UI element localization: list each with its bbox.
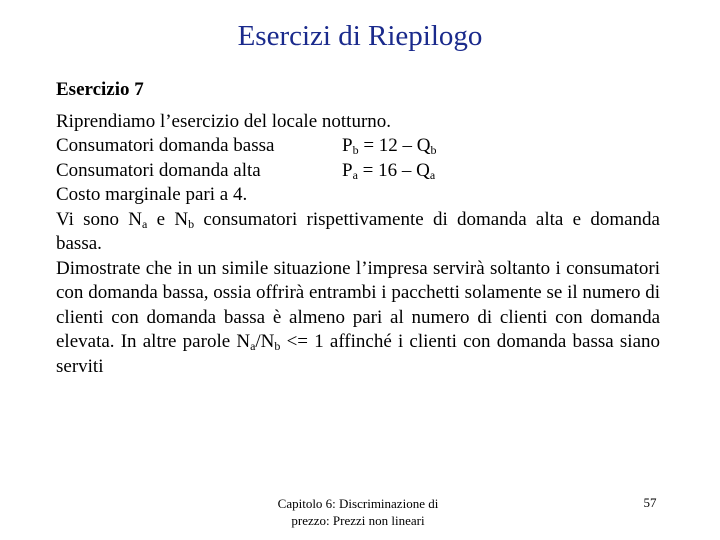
question-paragraph: Dimostrate che in un simile situazione l’impresa servirà soltanto i consumatori con domanda bassa, ossia offrirà entrambi i pacchetti solamente se il numero di clienti con domanda bassa è almeno pari al numero di clienti con domanda elevata. In altre parole $N_a/N_b <= 1$ affinché i clienti con domanda bassa siano serviti: [56, 257, 660, 377]
page-number: 57: [643, 495, 657, 510]
high-demand-equation: $P_a = 16 - Q_a$: [342, 159, 436, 182]
slide-title: Esercizi di Riepilogo: [237, 20, 483, 52]
low-demand-row: [56, 134, 660, 159]
consumers-paragraph: Vi sono $N_a$ e $N_b$ consumatori rispettivamente di domanda alta e domanda bassa.: [56, 208, 660, 254]
exercise-heading: Esercizio 7: [56, 79, 144, 100]
low-demand-equation: $P_b = 12 - Q_b$: [342, 135, 437, 157]
slide-body: [56, 78, 660, 379]
high-demand-label: Consumatori domanda alta: [56, 159, 261, 181]
low-demand-label: Consumatori domanda bassa: [56, 135, 275, 156]
marginal-cost-line: Costo marginale pari a 4.: [56, 184, 248, 205]
high-demand-row: [56, 159, 660, 184]
intro-line: Riprendiamo l’esercizio del locale notturno.: [56, 110, 392, 132]
slide-footer: Capitolo 6: Discriminazione di prezzo: Prezzi non lineari: [277, 496, 439, 528]
